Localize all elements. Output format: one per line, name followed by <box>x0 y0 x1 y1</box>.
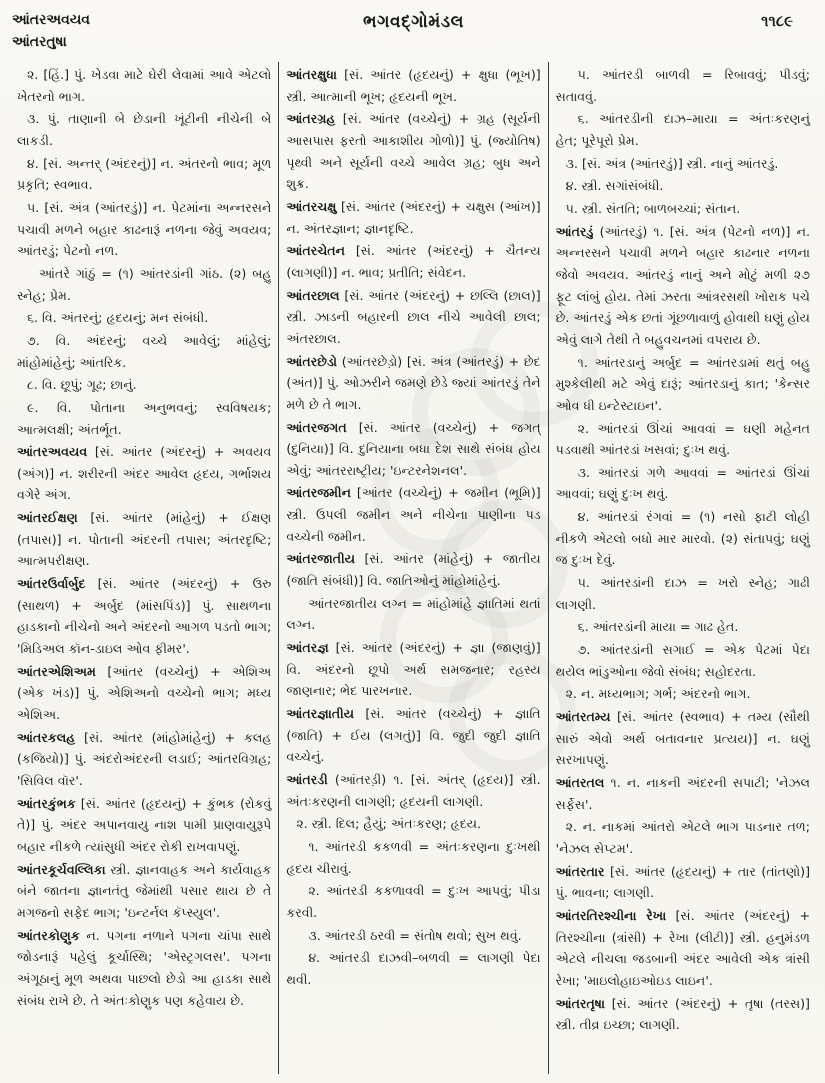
dictionary-entry: આંતરગ્રહ [સં. આંતર (વચ્ચેનું) + ગ્રહ (સૂર્યની આસપાસ ફરતો આકાશીય ગોળો)] પું. (જ્યોતિષ) પૃથ્વી અને સૂર્યની વચ્ચે આવેલ ગ્રહ; બુધ અને શુક્ર. <box>286 111 541 192</box>
sense-line: ૩. [સં. અંત્ર (આંતરડું)] સ્ત્રી. નાનું આંતરડું. <box>565 155 779 171</box>
headword: આંતરચેતન <box>286 243 346 259</box>
headword: આંતરકૂર્ચવલ્લિકા <box>17 861 106 877</box>
headword: આંતરચક્ષુ <box>286 198 337 214</box>
dictionary-entry: આંતરકોણુક ન. પગના નળાને પગના ચાંપા સાથે જોડનારૂં પહેલું કૂર્ચાસ્થિ; 'એસ્ટ્રગલસ'. પગના અંગૂઠાનું મૂળ અથવા પાછલો છેડો આ હાડકા સાથે સંબંધ રાખે છે. તે અંતઃકોણુક પણ કહેવાય છે. <box>17 927 272 1008</box>
book-title: ભગવદ્ગોમંડલ <box>363 12 464 32</box>
idiom-line: ૨. આંતરડી કકળાવવી = દુઃખ આપવું; પીડા કરવી. <box>286 883 541 920</box>
headword: આંતરજ્ઞ <box>286 640 329 656</box>
sense-line: ૨. ન. મધ્યભાગ; ગર્ભ; અંદરનો ભાગ. <box>565 686 751 702</box>
sense-line: ૩. પું. તાણાની બે છેડાની ખૂંટીની નીચેની બે લાકડી. <box>17 111 272 148</box>
headword: આંતરછાલ <box>286 287 340 303</box>
headword: આંતરડી <box>286 772 328 787</box>
sense-line: ૨. [હિં.] પું. ખેડવા માટે ઘેરી લેવામાં આવે એટલો ખેતરનો ભાગ. <box>17 67 272 104</box>
guide-word-last: આંતરતુષા <box>12 33 67 50</box>
idiom-line: ૩. આંતરડાં ગળે આવવાં = આંતરડાં ઊંચાં આવવાં; ઘણું દુઃખ થવું. <box>555 464 810 502</box>
headword: આંતરઈક્ષણ <box>17 510 78 526</box>
page-header <box>10 10 817 58</box>
dictionary-entry: આંતરઅવયવ [સં. આંતર (અંદરનું) + અવયવ (અંગ)] ન. શરીરની અંદર આવેલ હૃદય, ગર્ભાશય વગેરે અંગ. <box>17 444 272 503</box>
headword: આંતરક્ષુધા <box>286 67 337 82</box>
headword: આંતરઉર્વાર્બુદ <box>17 576 86 592</box>
dictionary-entry: આંતરકુંભક [સં. આંતર (હૃદયનું) + કુંભક (રોકવું તે)] પું. અંદર અપાનવાયુ નાશ પામી પ્રાણવાયુરૂપે બહાર નીકળે ત્યાંસુધી અંદર રોકી રાખવાપણું. <box>17 795 272 854</box>
dictionary-entry: આંતરક્ષુધા [સં. આંતર (હૃદયનું) + ક્ષુધા (ભૂખ)] સ્ત્રી. આત્માની ભૂખ; હૃદયની ભૂખ. <box>286 67 541 104</box>
idiom-line: ૪. આંતરડાં રંગવાં = (૧) નસો ફાટી લોહી નીકળે એટલો બધો માર મારવો. (૨) સંતાપવું; ઘણું જ દુઃખ દેવું. <box>555 509 810 568</box>
dictionary-entry: આંતરતાર [સં. આંતર (હૃદયનું) + તાર (તાંતણો)] પું. ભાવના; લાગણી. <box>555 863 810 901</box>
headword: આંતરતલ <box>555 775 605 790</box>
idiom-line: ૩. આંતરડી ઠરવી = સંતોષ થવો; સુખ થવું. <box>308 927 522 943</box>
dictionary-entry: આંતરછેડો (આંતરછેડ઼ો) [સં. અંત્ર (આંતરડું) + છેદ (અંત)] પું. ઓઝરીને જમણે છેડે જ્યાં આંતરડું તેને મળે છે તે ભાગ. <box>286 353 541 412</box>
sense-line: ૫. સ્ત્રી. સંતતિ; બાળબચ્ચાં; સંતાન. <box>565 200 741 216</box>
dictionary-entry: આંતરતૃષા [સં. આંતર (અંદરનું) + તૃષા (તરસ)] સ્ત્રી. તીવ્ર ઇચ્છા; લાગણી. <box>555 995 810 1033</box>
idiom-line: ૫. આંતરડાંની દાઝ = ખરો સ્નેહ; ગાઢી લાગણી. <box>555 575 810 612</box>
idiom-line: ૫. આંતરડી બાળવી = રિબાવવું; પીડવું; સતાવવું. <box>555 67 810 104</box>
dictionary-entry: આંતરજમીન [આંતર (વચ્ચેનું) + જમીન (ભૂમિ)] સ્ત્રી. ઉપલી જમીન અને નીચેના પાણીના પડ વચ્ચેની જમીન. <box>286 485 541 544</box>
dictionary-entry: આંતરજગત [સં. આંતર (વચ્ચેનું) + જગત્ (દુનિયા)] વિ. દુનિયાના બધા દેશ સાથે સંબંધ હોય એવું; આંતરરાષ્ટ્રીય; 'ઇન્ટરનેશનલ'. <box>286 419 541 478</box>
headword: આંતરતૃષા <box>555 995 606 1011</box>
headword: આંતરજાતીય <box>286 551 356 567</box>
text-columns <box>10 62 817 1074</box>
headword: આંતરજગત <box>286 419 347 435</box>
dictionary-entry: આંતરકૂર્ચવલ્લિકા સ્ત્રી. જ્ઞાનવાહક અને કાર્યવાહક બંને જાતના જ્ઞાનતંતુ જેમાંથી પસાર થાય છે તે મગજનો સફેદ ભાગ; 'ઇન્ટર્નલ કૅપ્સ્યુલ'. <box>17 861 272 920</box>
dictionary-entry: આંતરતિરશ્ચીના રેખા [સં. આંતર (અંદરનું) + તિરશ્ચીના (ત્રાંસી) + રેખા (લીટી)] સ્ત્રી. હનુમંડળ એટલે નીચલા જડબાની અંદર આવેલી એક ત્રાંસી રેખા; 'માઇલોહાઇઓઇડ લાઇન'. <box>555 907 810 988</box>
dictionary-entry: આંતરડી (આંતરડ઼ી) ૧. [સં. અંતર્ (હૃદય)] સ્ત્રી. અંતઃકરણની લાગણી; હૃદયની લાગણી. <box>286 772 541 809</box>
headword: આંતરજ્ઞાતીય <box>286 706 355 722</box>
dictionary-entry: આંતરચક્ષુ [સં. આંતર (અંદરનું) + ચક્ષુસ (આંખ)] ન. અંતરજ્ઞાન; જ્ઞાનદૃષ્ટિ. <box>286 198 541 236</box>
dictionary-entry: આંતરચેતન [સં. આંતર (અંદરનું) + ચૈતન્ય (લાગણી)] ન. ભાવ; પ્રતીતિ; સંવેદન. <box>286 243 541 280</box>
idiom-line: ૬. આંતરડાંની માયા = ગાઢ હેત. <box>577 619 739 635</box>
sense-line: ૫. [સં. અંત્ર (આંતરડું)] ન. પેટમાંના અન્નરસને પચાવી મળને બહાર કાઢનારૂં નળના જેવું અવયવ; આંતરડું; પેટનો નળ. <box>17 199 272 259</box>
idiom-line: આંતરે ગાંઠું = (૧) આંતરડાંની ગાંઠ. (૨) બહુ સ્નેહ; પ્રેમ. <box>17 265 272 303</box>
guide-word-first: આંતરઅવયવ <box>12 12 91 28</box>
headword: આંતરતાર <box>555 863 605 879</box>
sense-line: ૨. ન. નાકમાં આંતરો એટલે ભાગ પાડનાર તળ; 'નેઝલ સેપ્ટમ'. <box>555 819 810 856</box>
headword: આંતરઅવયવ <box>17 444 88 460</box>
headword: આંતરએશિઅમ <box>17 663 96 679</box>
sense-line: ૪. સ્ત્રી. સગાંસંબંધી. <box>565 178 664 194</box>
dictionary-entry: આંતરતલ ૧. ન. નાકની અંદરની સપાટી; 'નેઝલ સર્ફેસ'. <box>555 775 810 812</box>
headword: આંતરકલહ <box>17 729 76 745</box>
sense-line: ૨. સ્ત્રી. દિલ; હૈયું; અંતઃકરણ; હૃદય. <box>296 816 482 832</box>
idiom-line: આંતરજાતીય લગ્ન = માંહોમાંહે જ્ઞાતિમાં થતાં લગ્ન. <box>286 595 541 633</box>
headword: આંતરકુંભક <box>17 795 76 811</box>
sense-line: ૬. વિ. અંતરનું; હૃદયનું; મન સંબંધી. <box>27 310 209 326</box>
headword: આંતરકોણુક <box>17 927 80 943</box>
page-number: ૧૧૮૯ <box>761 12 793 30</box>
sense-line: ૮. વિ. છૂપું; ગૂઢ; છાનું. <box>27 377 137 393</box>
sense-line: ૪. [સં. અન્તર્ (અંદરનું)] ન. અંતરનો ભાવ; મૂળ પ્રકૃતિ; સ્વભાવ. <box>17 155 272 193</box>
idiom-line: ૧. આંતરડી કકળવી = અંતઃકરણના દુઃખથી હૃદય ચીરાવું. <box>286 838 541 876</box>
idiom-line: ૨. આંતરડાં ઊંચાં આવવાં = ઘણી મહેનત પડવાથી આંતરડાં ખસવાં; દુઃખ થવું. <box>555 420 810 458</box>
dictionary-entry: આંતરડું (આંતરડ઼ું) ૧. [સં. અંત્ર (પેટનો નળ)] ન. અન્નરસને પચાવી મળને બહાર કાઢનાર નળના જેવો અવયવ. આંતરડું નાનું અને મોટું મળી ૨૭ ફૂટ લાંબું હોય. તેમાં ઝરતા આંત્રરસથી ખોરાક પચે છે. આંતરડું એક છતાં ગૂંછળાવાળું હોવાથી ઘણું હોય એવું લાગે તેથી તે બહુવચનમાં વપરાય છે. <box>555 223 810 347</box>
headword: આંતરજમીન <box>286 485 351 501</box>
column-right <box>548 62 817 1074</box>
column-left <box>10 62 278 1074</box>
headword: આંતરછેડો <box>286 353 338 369</box>
column-center <box>278 62 547 1074</box>
dictionary-entry: આંતરજાતીય [સં. આંતર (માંહેનું) + જાતીય (જાતિ સંબંધી)] વિ. જાતિઓનું માંહોમાંહેનું. <box>286 551 541 589</box>
headword: આંતરડું <box>555 223 594 239</box>
headword: આંતરતિરશ્ચીના રેખા <box>555 907 667 923</box>
dictionary-entry: આંતરઉર્વાર્બુદ [સં. આંતર (અંદરનું) + ઉરુ (સાથળ) + અર્બુદ (માંસપિંડ)] પું. સાથળના હાડકાનો નીચેનો અને અંદરનો આગળ પડતો ભાગ; 'મિડિઅલ કૉન-ડાઇલ ઓવ ફીમર'. <box>17 576 272 657</box>
dictionary-entry: આંતરછાલ [સં. આંતર (અંદરનું) + છલ્લિ (છાલ)] સ્ત્રી. ઝાડની બહારની છાલ નીચે આવેલી છાલ; અંતરછાલ. <box>286 287 541 346</box>
headword: આંતરગ્રહ <box>286 111 336 127</box>
idiom-line: ૧. આંતરડાનું અર્બુદ = આંતરડામાં થતું બહુ મુશ્કેલીથી મટે એવું દારૂં; આંતરડાનું કાત; 'કેન્સર ઓવ ધી ઇન્ટેસ્ટાઇન'. <box>555 354 810 413</box>
idiom-line: ૪. આંતરડી દાઝવી–બળવી = લાગણી પેદા થવી. <box>286 950 541 987</box>
sense-line: ૭. વિ. અંદરનું; વચ્ચે આવેલું; માંહેલું; માંહોમાંહેનું; આંતરિક. <box>17 332 272 370</box>
sense-line: ૯. વિ. પોતાના અનુભવનું; સ્વવિષયક; આત્મલક્ષી; અંતર્ભૂત. <box>17 399 272 437</box>
dictionary-entry: આંતરએશિઅમ [આંતર (વચ્ચેનું) + એશિઅ (એક ખંડ)] પું. એશિઅનો વચ્ચેનો ભાગ; મધ્ય એશિઅ. <box>17 663 272 723</box>
dictionary-entry: આંતરજ્ઞાતીય [સં. આંતર (વચ્ચેનું) + જ્ઞાતિ (જાતિ) + ઈય (લગતું)] વિ. જુદી જુદી જ્ઞાતિ વચ્ચેનું. <box>286 706 541 765</box>
dictionary-entry: આંતરતમ્ય [સં. આંતર (સ્વભાવ) + તમ્ય (સૌથી સારું એવો અર્થ બતાવનાર પ્રત્યય)] ન. ઘણું સરખાપણું. <box>555 709 810 768</box>
dictionary-entry: આંતરકલહ [સં. આંતર (માંહોમાંહેનું) + કલહ (કજિયો)] પું. અંદરોઅંદરની લડાઈ; આંતરવિગ્રહ; 'સિવિલ વૉર'. <box>17 729 272 788</box>
dictionary-entry: આંતરજ્ઞ [સં. આંતર (અંદરનું) + જ્ઞા (જાણવું)] વિ. અંદરનો છૂપો અર્થ સમજનાર; રહસ્ય જાણનાર; ભેદ પારખનાર. <box>286 640 541 699</box>
idiom-line: ૬. આંતરડીની દાઝ–માયા = અંતઃકરણનું હેત; પૂરેપૂરો પ્રેમ. <box>555 111 810 148</box>
dictionary-entry: આંતરઈક્ષણ [સં. આંતર (માંહેનું) + ઈક્ષણ (તપાસ)] ન. પોતાની અંદરની તપાસ; અંતરદૃષ્ટિ; આત્મપરીક્ષણ. <box>17 510 272 569</box>
idiom-line: ૭. આંતરડાંની સગાઈ = એક પેટમાં પેદા થયેલ ભાંડુઓના જેવો સંબંધ; સહોદરતા. <box>555 642 810 679</box>
headword: આંતરતમ્ય <box>555 709 611 725</box>
